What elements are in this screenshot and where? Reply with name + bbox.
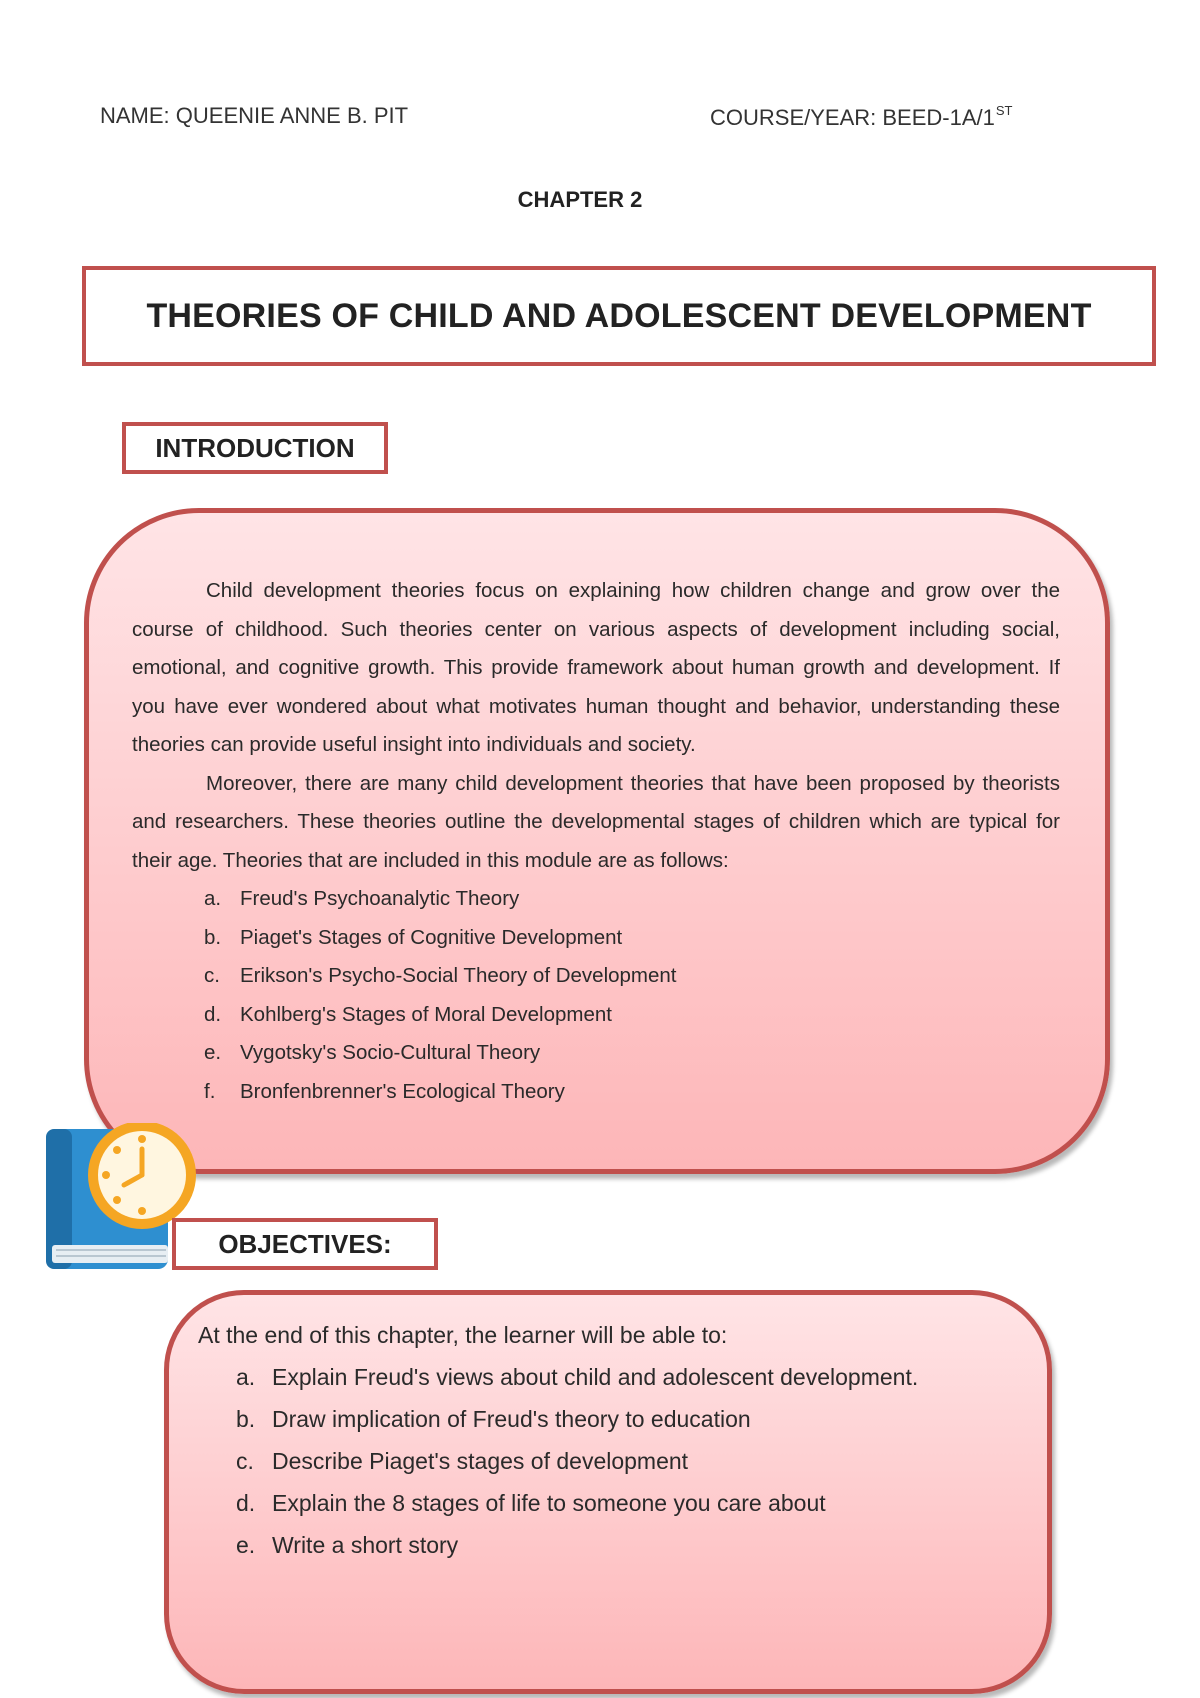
introduction-paragraph: Moreover, there are many child development theories that have been proposed by theorists and researchers. These theories outline the developmental stages of children which are typical for their age. Theories that are included in this module are as follows: xyxy=(132,771,1060,872)
list-marker: c. xyxy=(204,964,220,987)
introduction-label: INTRODUCTION xyxy=(155,432,355,463)
objectives-label: OBJECTIVES: xyxy=(218,1228,392,1259)
objectives-content xyxy=(198,1314,1028,1566)
list-marker: c. xyxy=(236,1448,254,1474)
list-marker: b. xyxy=(236,1406,256,1432)
list-marker: f. xyxy=(204,1079,216,1103)
list-marker: d. xyxy=(236,1490,256,1516)
course-year-text: COURSE/YEAR: BEED-1A/1 xyxy=(710,105,995,130)
list-item xyxy=(132,1034,1060,1073)
list-item-text: Freud's Psychoanalytic Theory xyxy=(240,887,520,910)
list-item xyxy=(198,1440,1028,1482)
course-year-superscript: ST xyxy=(995,103,1013,118)
list-marker: b. xyxy=(204,925,222,949)
list-item xyxy=(198,1398,1028,1440)
objectives-lead: At the end of this chapter, the learner will be able to: xyxy=(198,1322,728,1348)
objectives-list xyxy=(198,1356,1028,1566)
list-item-text: Erikson's Psycho-Social Theory of Development xyxy=(240,964,677,987)
course-year xyxy=(710,103,1013,131)
list-marker: a. xyxy=(204,887,222,910)
list-marker: a. xyxy=(236,1364,256,1390)
chapter-heading: CHAPTER 2 xyxy=(517,187,643,212)
list-marker: e. xyxy=(204,1041,222,1064)
list-item-text: Draw implication of Freud's theory to education xyxy=(272,1406,751,1432)
list-item xyxy=(198,1524,1028,1566)
list-item-text: Explain the 8 stages of life to someone you care about xyxy=(272,1490,826,1516)
document-title: THEORIES OF CHILD AND ADOLESCENT DEVELOPMENT xyxy=(146,296,1092,335)
list-marker: e. xyxy=(236,1532,256,1558)
theories-list xyxy=(132,880,1060,1111)
list-marker: d. xyxy=(204,1002,222,1026)
list-item-text: Piaget's Stages of Cognitive Development xyxy=(240,925,623,949)
list-item xyxy=(132,996,1060,1035)
title-box xyxy=(82,266,1156,366)
list-item-text: Bronfenbrenner's Ecological Theory xyxy=(240,1079,565,1103)
list-item-text: Vygotsky's Socio-Cultural Theory xyxy=(240,1041,541,1064)
list-item xyxy=(198,1482,1028,1524)
list-item-text: Kohlberg's Stages of Moral Development xyxy=(240,1002,612,1026)
list-item xyxy=(132,957,1060,996)
introduction-content xyxy=(132,572,1060,1111)
introduction-paragraph: Child development theories focus on explaining how children change and grow over the course of childhood. Such theories center on various aspects of development including social, emotional, and cognitive growth. This provide framework about human growth and development. If you have ever wondered about what motivates human thought and behavior, understanding these theories can provide useful insight into individuals and society. xyxy=(132,579,1060,756)
student-name: NAME: QUEENIE ANNE B. PIT xyxy=(100,103,409,128)
list-item xyxy=(132,1073,1060,1112)
list-item xyxy=(132,919,1060,958)
list-item xyxy=(132,880,1060,919)
objectives-label-box xyxy=(172,1218,438,1270)
introduction-label-box xyxy=(122,422,388,474)
list-item-text: Write a short story xyxy=(272,1532,459,1558)
list-item xyxy=(198,1356,1028,1398)
list-item-text: Describe Piaget's stages of development xyxy=(272,1448,689,1474)
list-item-text: Explain Freud's views about child and adolescent development. xyxy=(272,1364,919,1390)
